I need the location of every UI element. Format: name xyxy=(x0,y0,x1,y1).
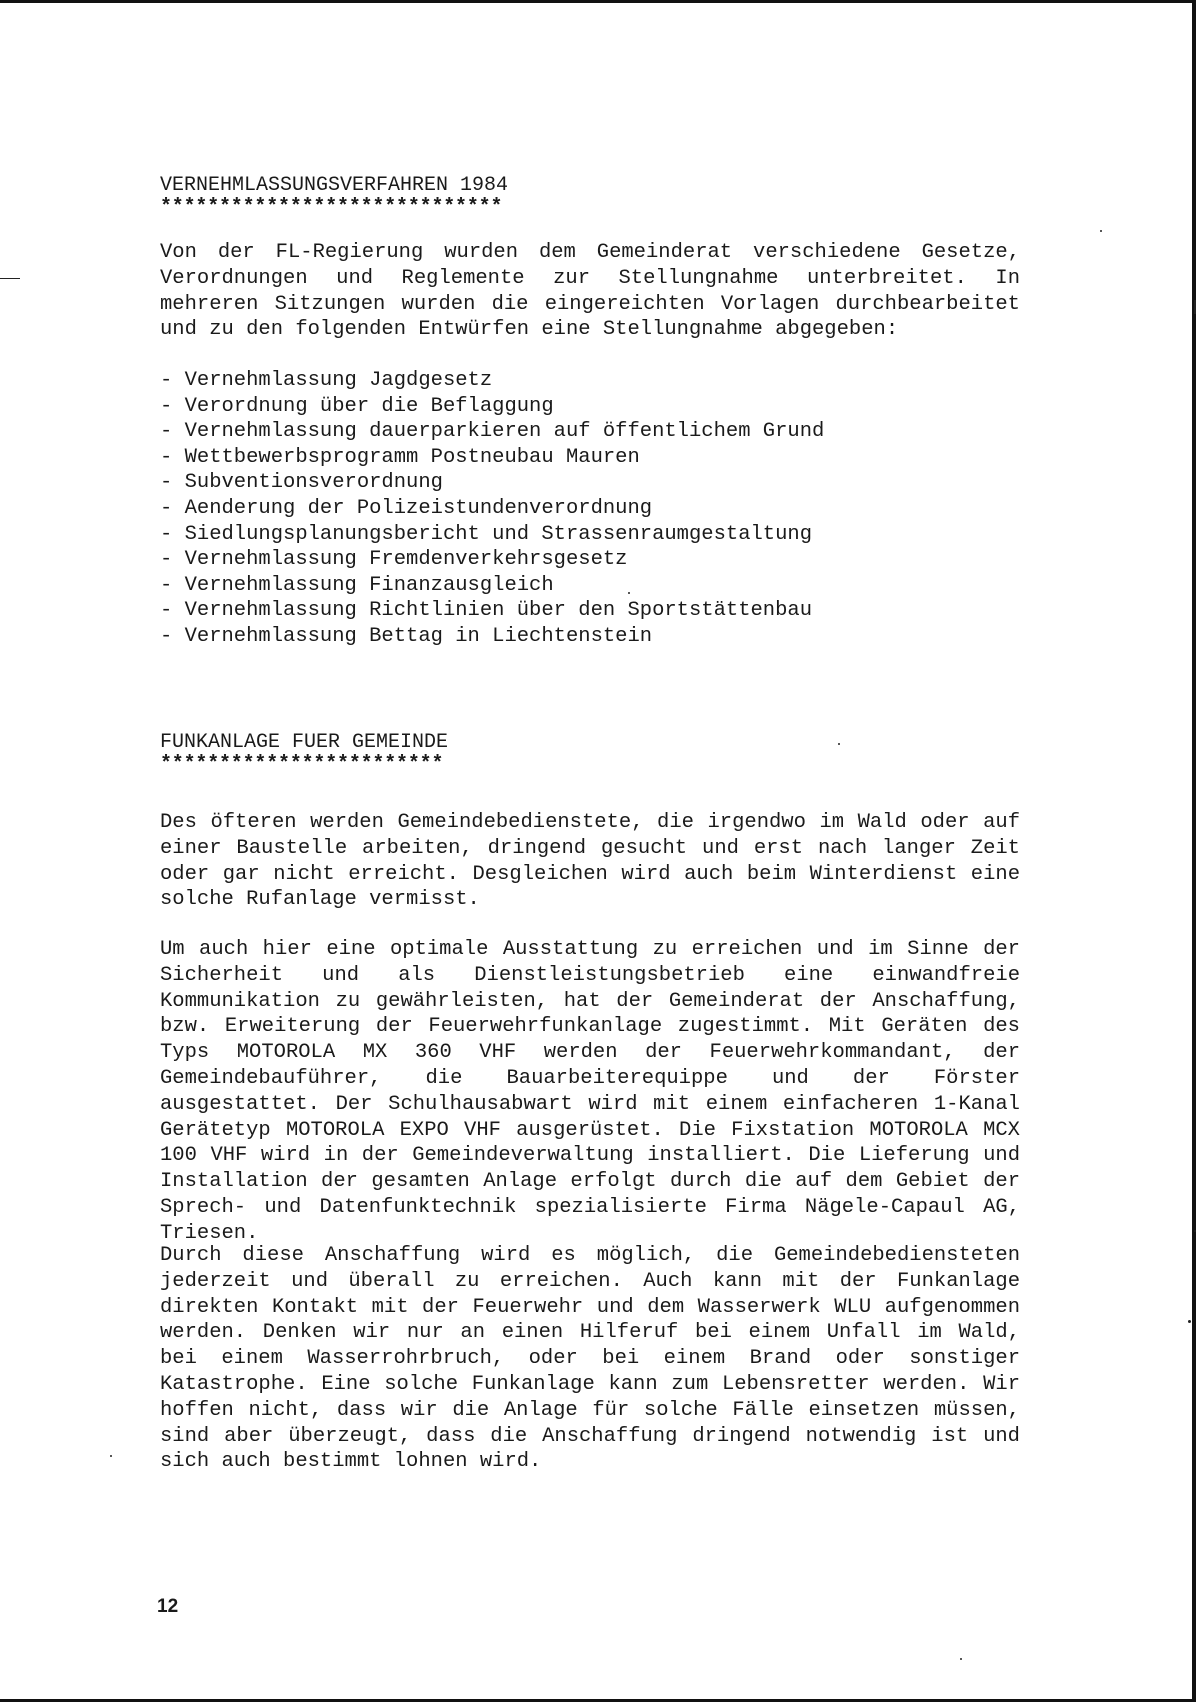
section-vernehmlassung-body xyxy=(160,240,1020,343)
scan-speck xyxy=(1188,1320,1191,1323)
scan-speck xyxy=(628,592,630,594)
section-funkanlage-paragraph-2 xyxy=(160,937,1020,1247)
list-item: - Vernehmlassung Bettag in Liechtenstein xyxy=(160,624,653,648)
list-item: - Wettbewerbsprogramm Postneubau Mauren xyxy=(160,445,640,469)
scan-speck xyxy=(0,278,20,279)
paragraph: Des öfteren werden Gemeindebedienstete, die irgendwo im Wald oder auf einer Baustelle arbeiten, dringend gesucht und erst nach langer Zeit oder gar nicht erreicht. Desgleichen wird auch beim Winterdienst eine solche Rufanlage vermisst. xyxy=(160,811,1020,912)
section-vernehmlassung-list xyxy=(160,368,1020,650)
intro-paragraph: Von der FL-Regierung wurden dem Gemeinderat verschiedene Gesetze, Verordnungen und Reglemente zur Stellungnahme unterbreitet. In mehreren Sitzungen wurden die eingereichten Vorlagen durchbearbeitet und zu den folgenden Entwürfen eine Stellungnahme abgegeben: xyxy=(160,241,1020,342)
paragraph: Um auch hier eine optimale Ausstattung zu erreichen und im Sinne der Sicherheit und als Dienstleistungsbetrieb eine einwandfreie Kommunikation zu gewährleisten, hat der Gemeinderat der Anschaffung, bzw. Erweiterung der Feuerwehrfunkanlage zugestimmt. Mit Geräten des Typs MOTOROLA MX 360 VHF werden der Feuerwehrkommandant, der Gemeindebauführer, die Bauarbeiterequippe und der Förster ausgestattet. Der Schulhausabwart wird mit einem einfacheren 1-Kanal Gerätetyp MOTOROLA EXPO VHF ausgerüstet. Die Fixstation MOTOROLA MCX 100 VHF wird in der Gemeindeverwaltung installiert. Die Lieferung und Installation der gesamten Anlage erfolgt durch die auf dem Gebiet der Sprech- und Datenfunktechnik spezialisierte Firma Nägele-Capaul AG, Triesen. xyxy=(160,938,1020,1245)
asterisk-underline: ***************************** xyxy=(160,196,503,219)
scan-speck xyxy=(838,743,840,745)
list-item: - Verordnung über die Beflaggung xyxy=(160,394,554,418)
list-item: - Vernehmlassung dauerparkieren auf öffentlichem Grund xyxy=(160,420,825,444)
page-number: 12 xyxy=(157,1596,179,1617)
list-item: - Vernehmlassung Fremdenverkehrsgesetz xyxy=(160,548,628,572)
list-item: - Vernehmlassung Jagdgesetz xyxy=(160,369,493,392)
section-funkanlage-paragraph-3 xyxy=(160,1243,1020,1475)
section-funkanlage-paragraph-1 xyxy=(160,810,1020,913)
asterisk-underline: ************************ xyxy=(160,753,444,776)
section-funkanlage-heading xyxy=(160,730,1020,774)
scan-speck xyxy=(1194,300,1196,314)
section-title: VERNEHMLASSUNGSVERFAHREN 1984 xyxy=(160,174,509,197)
section-title: FUNKANLAGE FUER GEMEINDE xyxy=(160,731,449,754)
scan-speck xyxy=(1100,230,1102,232)
scan-speck xyxy=(110,1455,112,1457)
list-item: - Vernehmlassung Richtlinien über den Sportstättenbau xyxy=(160,599,813,623)
paragraph: Durch diese Anschaffung wird es möglich, die Gemeindebediensteten jederzeit und überall zu erreichen. Auch kann mit der Funkanlage direkten Kontakt mit der Feuerwehr und dem Wasserwerk WLU aufgenommen werden. Denken wir nur an einen Hilferuf bei einem Unfall im Wald, bei einem Wasserrohrbruch, oder bei einem Brand oder sonstiger Katastrophe. Eine solche Funkanlage kann zum Lebensretter werden. Wir hoffen nicht, dass wir die Anlage für solche Fälle einsetzen müssen, sind aber überzeugt, dass die Anschaffung dringend notwendig ist und sich auch bestimmt lohnen wird. xyxy=(160,1244,1020,1474)
scan-speck xyxy=(960,1658,962,1660)
list-item: - Siedlungsplanungsbericht und Strassenraumgestaltung xyxy=(160,522,813,546)
list-item: - Vernehmlassung Finanzausgleich xyxy=(160,573,554,597)
list-item: - Subventionsverordnung xyxy=(160,471,443,495)
scan-speck xyxy=(1194,1230,1196,1232)
list-item: - Aenderung der Polizeistundenverordnung xyxy=(160,496,653,520)
section-vernehmlassung-heading xyxy=(160,173,1020,217)
consultation-list xyxy=(160,368,1020,650)
